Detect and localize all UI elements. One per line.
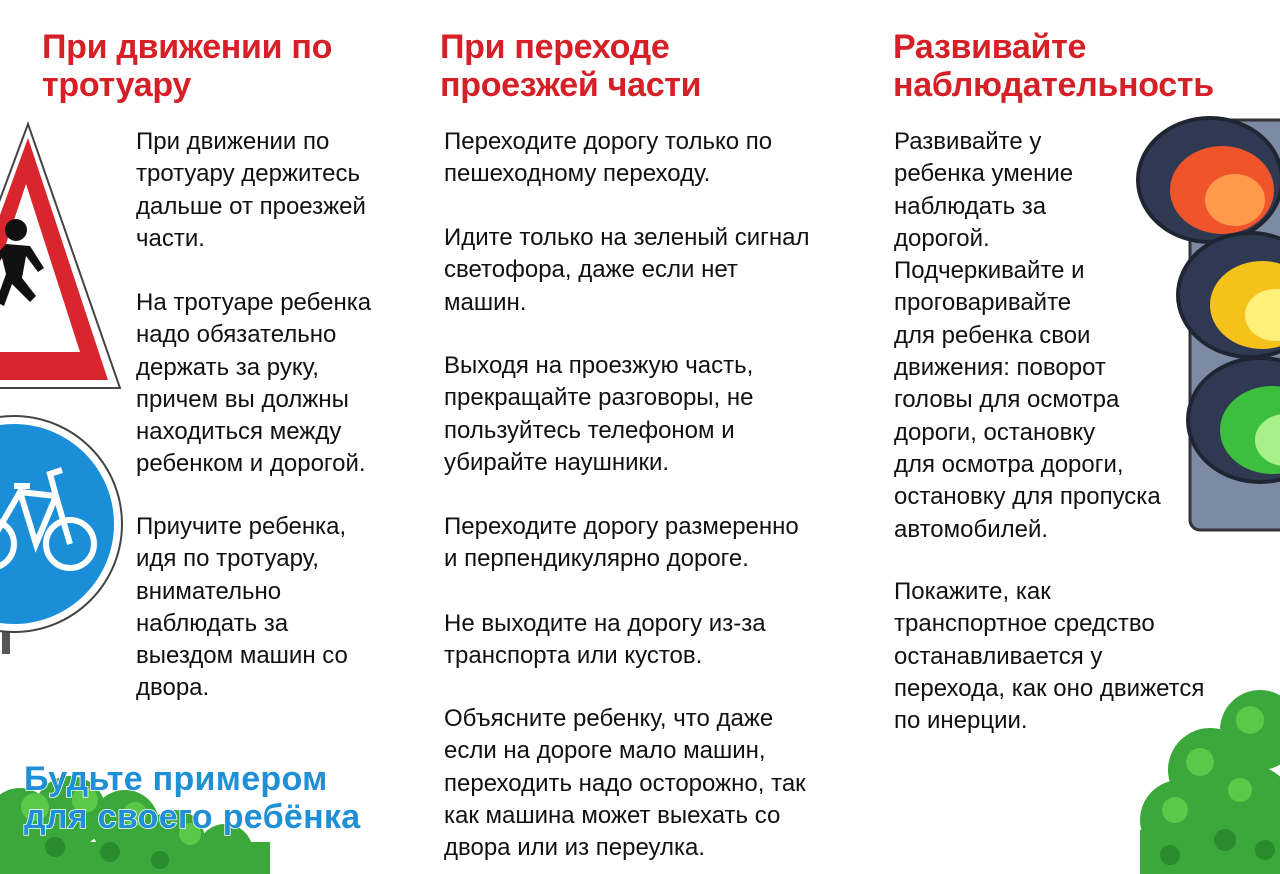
column-3-paragraph-1: Развивайте у ребенка умение наблюдать за дорогой. Подчеркивайте и проговаривайте для ребенка свои движения: поворот головы для осмотра дороги, остановку для осмотра дороги, остановку для пропуска автомобилей.: [894, 128, 1161, 543]
children-warning-sign-icon: [0, 118, 124, 394]
column-1-paragraph-1: При движении по тротуару держитесь дальше от проезжей части.: [136, 128, 366, 252]
bicycle-path-sign-icon: [0, 404, 124, 654]
column-2-heading: При переходе проезжей части: [440, 28, 702, 104]
column-1-heading: При движении по тротуару: [42, 28, 333, 104]
column-1-paragraph-3: Приучите ребенка, идя по тротуару, внимательно наблюдать за выездом машин со двора.: [136, 513, 348, 702]
column-2-paragraph-3: Выходя на проезжую часть, прекращайте разговоры, не пользуйтесь телефоном и убирайте наушники.: [444, 352, 754, 476]
column-1-paragraph-2: На тротуаре ребенка надо обязательно держать за руку, причем вы должны находиться между ребенком и дорогой.: [136, 289, 372, 478]
column-2-paragraph-2: Идите только на зеленый сигнал светофора, даже если нет машин.: [444, 224, 810, 316]
column-3-paragraph-2: Покажите, как транспортное средство останавливается у перехода, как оно движется по инерции.: [894, 578, 1205, 735]
column-2-paragraph-1: Переходите дорогу только по пешеходному переходу.: [444, 128, 773, 188]
column-2-paragraph-6: Объясните ребенку, что даже если на дороге мало машин, переходить надо осторожно, так как машина может выехать со двора или из переулка.: [444, 705, 806, 862]
column-2-paragraph-4: Переходите дорогу размеренно и перпендикулярно дороге.: [444, 513, 799, 573]
slogan: Будьте примером для своего ребёнка: [24, 760, 361, 836]
column-3-heading: Развивайте наблюдательность: [893, 28, 1214, 104]
column-2-paragraph-5: Не выходите на дорогу из-за транспорта или кустов.: [444, 610, 766, 670]
